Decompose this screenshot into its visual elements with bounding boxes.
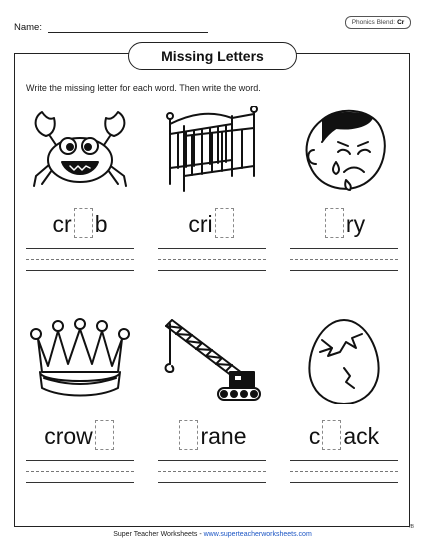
word-crack bbox=[284, 416, 404, 448]
word-part-before: cr bbox=[52, 211, 72, 237]
missing-letter-box[interactable] bbox=[215, 208, 234, 238]
phonics-blend-label: Phonics Blend: bbox=[351, 19, 396, 26]
name-row bbox=[14, 22, 208, 33]
word-crab bbox=[20, 204, 140, 236]
word-crane bbox=[152, 416, 272, 448]
word-part-after: ack bbox=[343, 423, 380, 449]
missing-letter-box[interactable] bbox=[325, 208, 344, 238]
crown-icon bbox=[28, 318, 132, 404]
footer-mark: fB bbox=[409, 524, 414, 530]
word-part-after: b bbox=[94, 211, 108, 237]
word-crib bbox=[152, 204, 272, 236]
missing-letter-box[interactable] bbox=[179, 420, 198, 450]
missing-letter-box[interactable] bbox=[95, 420, 114, 450]
footer-link[interactable]: www.superteacherworksheets.com bbox=[203, 531, 312, 538]
crab-icon bbox=[28, 106, 132, 192]
phonics-blend-badge bbox=[345, 16, 411, 29]
word-part-before: c bbox=[308, 423, 321, 449]
instructions: Write the missing letter for each word. Then write the word. bbox=[26, 83, 261, 93]
word-part-before: crow bbox=[44, 423, 93, 449]
word-part-after: ry bbox=[345, 211, 366, 237]
crane-icon bbox=[160, 318, 264, 404]
word-part-after: rane bbox=[200, 423, 247, 449]
exercise-cry bbox=[284, 106, 404, 306]
word-part-before: cri bbox=[188, 211, 213, 237]
exercise-crown bbox=[20, 318, 140, 518]
footer-brand: Super Teacher Worksheets - bbox=[113, 531, 204, 538]
name-write-line[interactable] bbox=[48, 24, 208, 33]
name-label: Name: bbox=[14, 22, 42, 33]
exercise-crack bbox=[284, 318, 404, 518]
exercise-crane bbox=[152, 318, 272, 518]
footer bbox=[0, 531, 425, 538]
missing-letter-box[interactable] bbox=[322, 420, 341, 450]
phonics-blend-value: Cr bbox=[397, 19, 405, 26]
exercise-crab bbox=[20, 106, 140, 306]
cracked-egg-icon bbox=[292, 318, 396, 404]
exercise-crib bbox=[152, 106, 272, 306]
crib-icon bbox=[160, 106, 264, 192]
word-crown bbox=[20, 416, 140, 448]
page-title: Missing Letters bbox=[128, 42, 297, 70]
missing-letter-box[interactable] bbox=[74, 208, 93, 238]
crying-face-icon bbox=[292, 106, 396, 192]
word-cry bbox=[284, 204, 404, 236]
